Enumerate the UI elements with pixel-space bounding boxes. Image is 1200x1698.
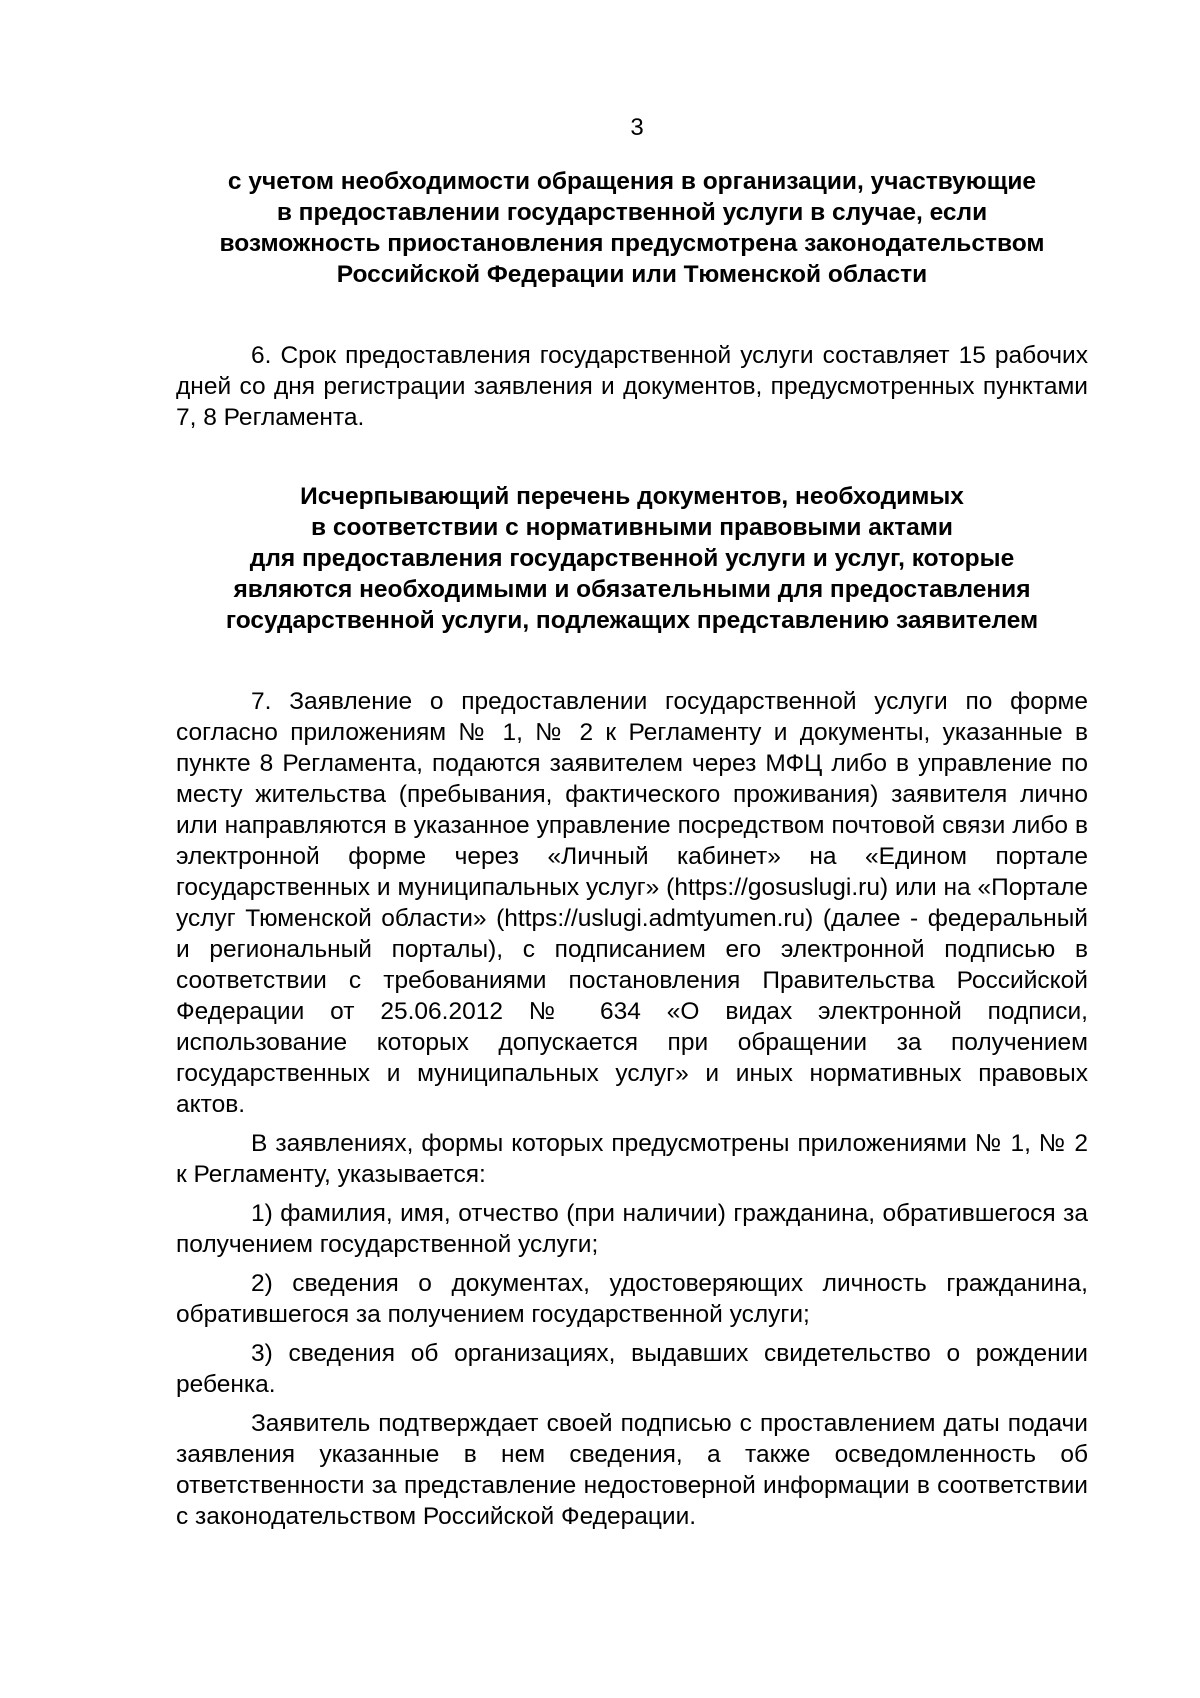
section-heading-documents-list [176,481,1088,636]
list-item-1: 1) фамилия, имя, отчество (при наличии) гражданина, обратившегося за получением государственной услуги; [176,1200,1088,1258]
heading-line: возможность приостановления предусмотрена законодательством [219,230,1045,257]
section-heading-suspension [176,166,1088,290]
paragraph-forms: В заявлениях, формы которых предусмотрены приложениями № 1, № 2 к Регламенту, указывается: [176,1130,1088,1188]
paragraph-7: 7. Заявление о предоставлении государственной услуги по форме согласно приложениям № 1, № 2 к Регламенту и документы, указанные в пункте 8 Регламента, подаются заявителем через МФЦ либо в управление по месту жительства (пребывания, фактического проживания) заявителя лично или направляются в указанное управление посредством почтовой связи либо в электронной форме через «Личный кабинет» на «Едином портале государственных и муниципальных услуг» (https://gosuslugi.ru) или на «Портале услуг Тюменской области» (https://uslugi.admtyumen.ru) (далее - федеральный и региональный порталы), с подписанием его электронной подписью в соответствии с требованиями постановления Правительства Российской Федерации от 25.06.2012 № 634 «О видах электронной подписи, использование которых допускается при обращении за получением государственных и муниципальных услуг» и иных нормативных правовых актов. [176,688,1088,1118]
paragraph-6: 6. Срок предоставления государственной услуги составляет 15 рабочих дней со дня регистрации заявления и документов, предусмотренных пунктами 7, 8 Регламента. [176,342,1088,431]
heading-line: Исчерпывающий перечень документов, необходимых [300,483,964,510]
page-number: 3 [630,114,644,141]
heading-line: в соответствии с нормативными правовыми актами [310,514,953,541]
heading-line: Российской Федерации или Тюменской области [336,261,928,288]
heading-line: государственной услуги, подлежащих представлению заявителем [225,607,1039,634]
heading-line: в предоставлении государственной услуги в случае, если [276,199,988,226]
list-item-3: 3) сведения об организациях, выдавших свидетельство о рождении ребенка. [176,1340,1088,1398]
heading-line: являются необходимыми и обязательными для предоставления [233,576,1031,603]
heading-line: для предоставления государственной услуги и услуг, которые [249,545,1015,572]
list-item-2: 2) сведения о документах, удостоверяющих личность гражданина, обратившегося за получением государственной услуги; [176,1270,1088,1328]
paragraph-confirmation: Заявитель подтверждает своей подписью с проставлением даты подачи заявления указанные в нем сведения, а также осведомленность об ответственности за представление недостоверной информации в соответствии с законодательством Российской Федерации. [176,1410,1088,1530]
heading-line: с учетом необходимости обращения в организации, участвующие [227,168,1037,195]
